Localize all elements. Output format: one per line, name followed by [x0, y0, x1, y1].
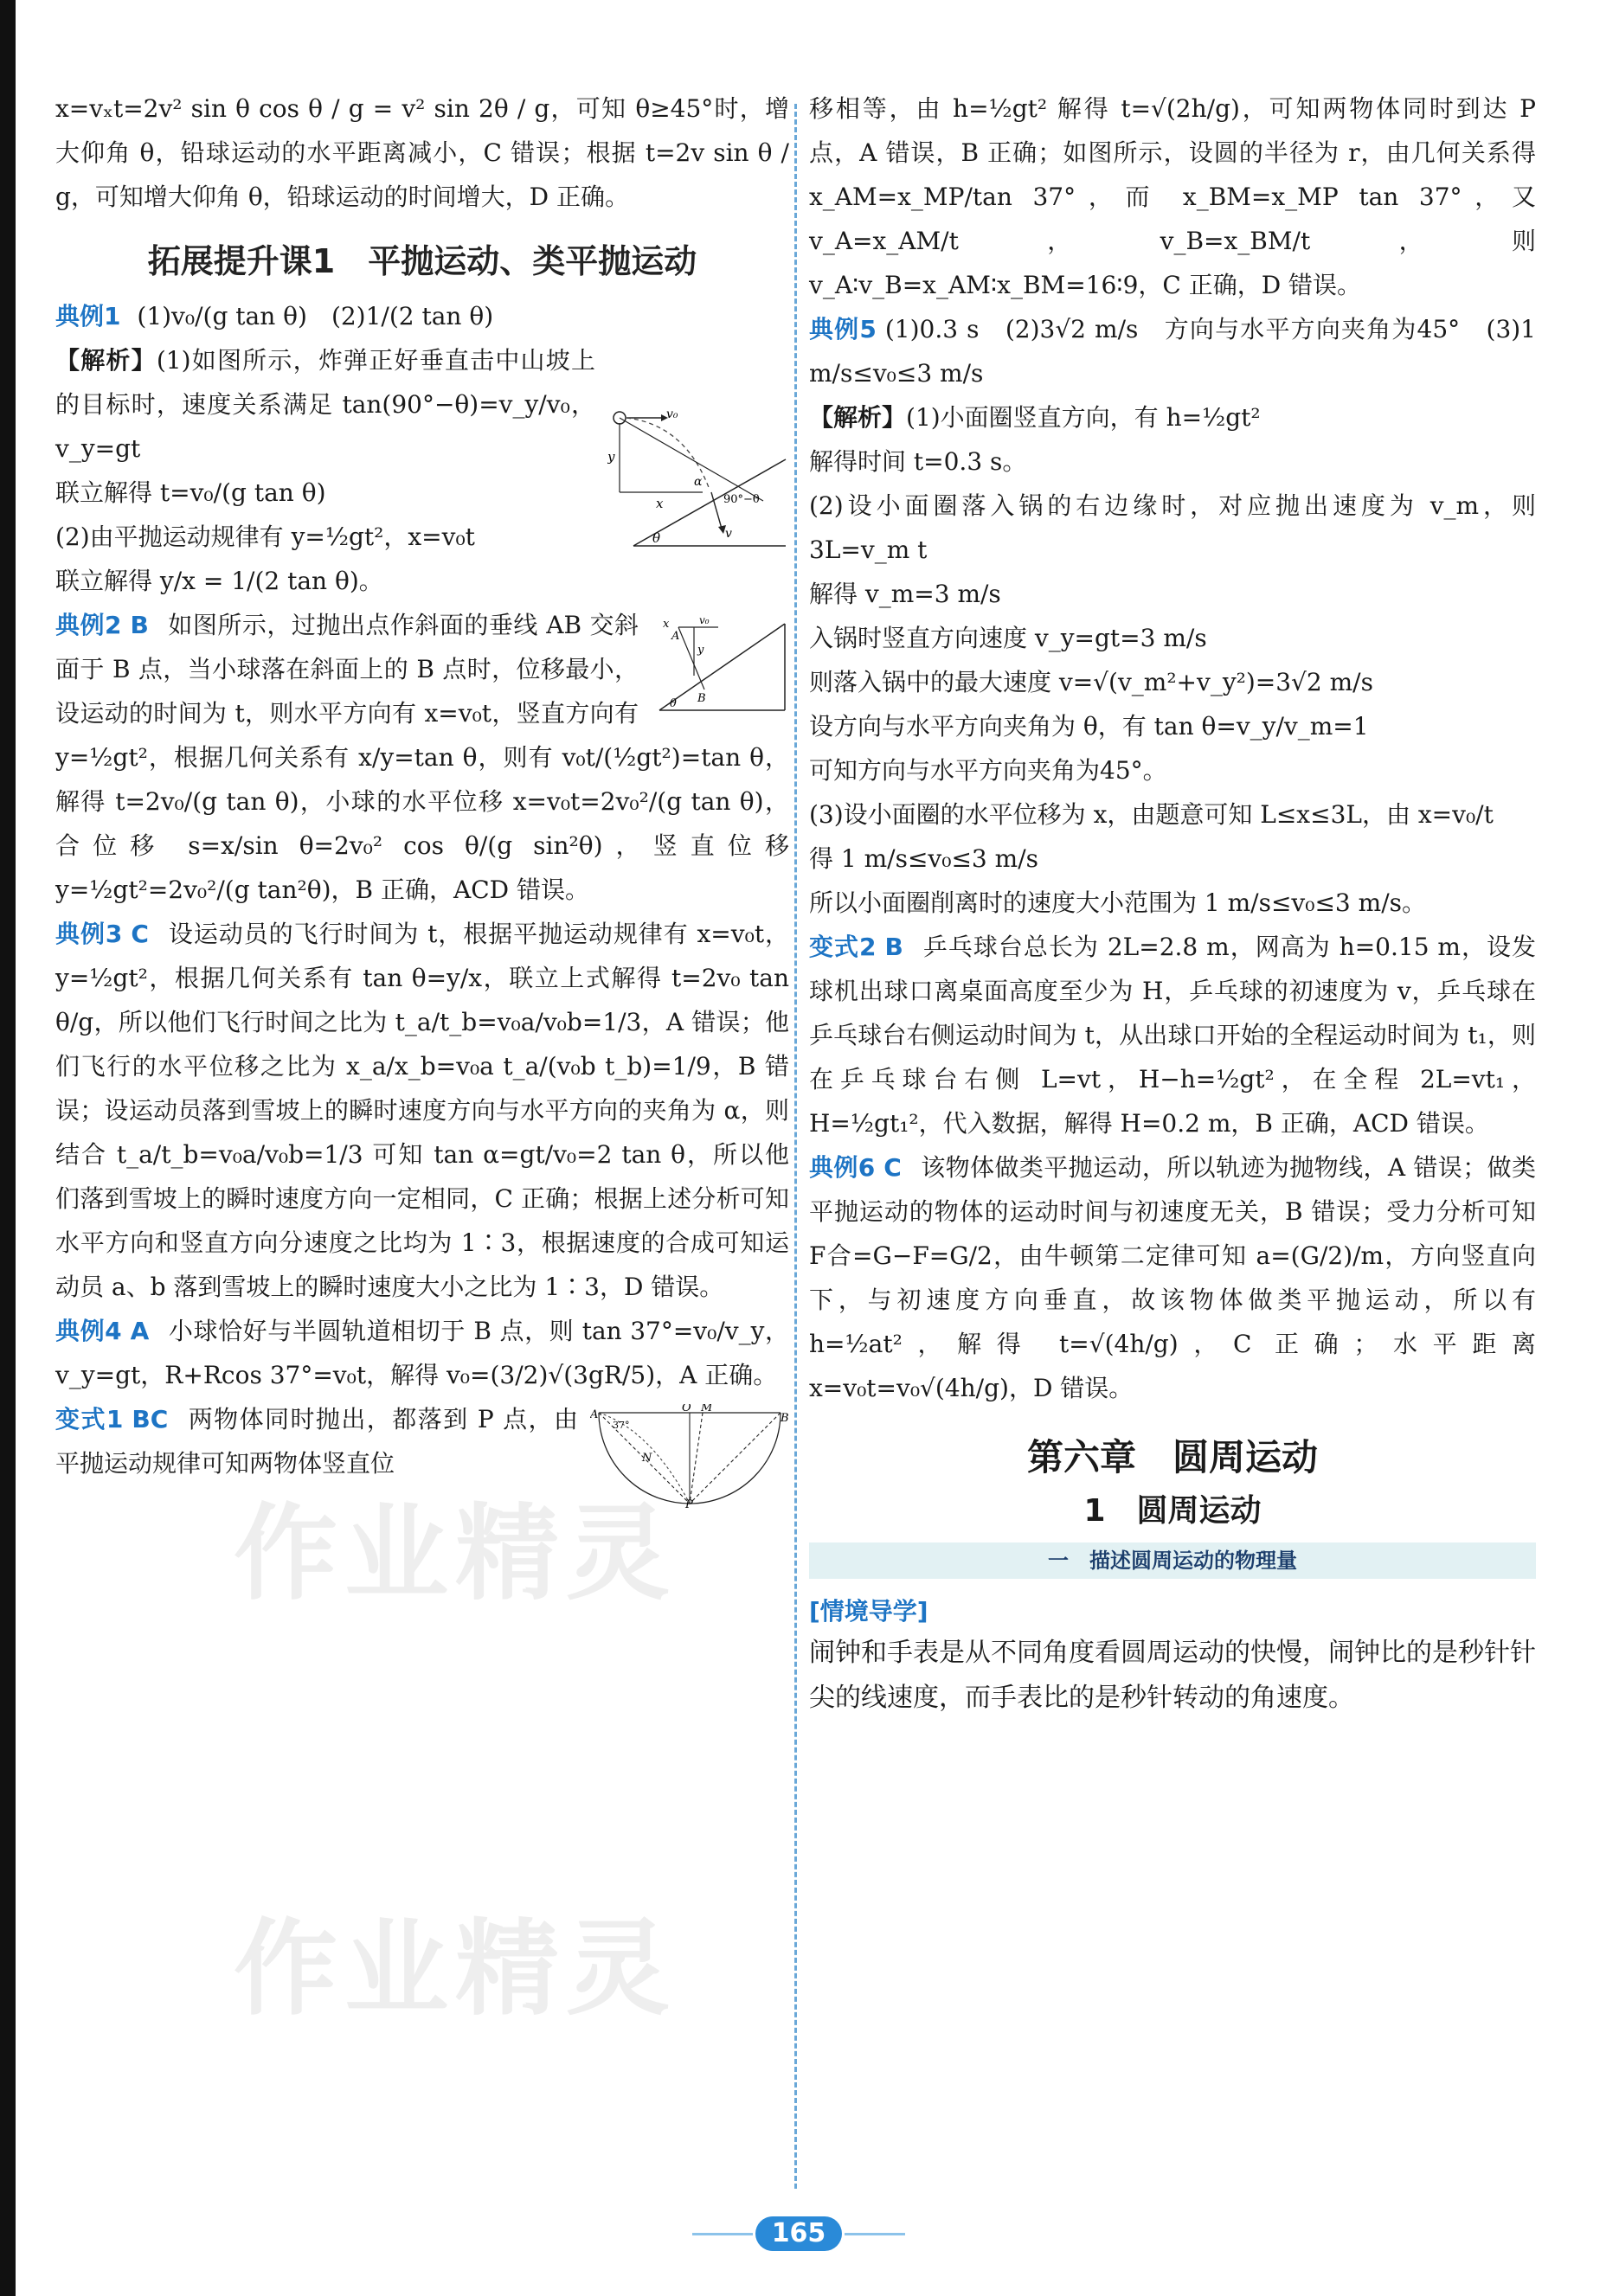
example-6-answer: C — [883, 1153, 902, 1182]
example-5-line8: 可知方向与水平方向夹角为45°。 — [809, 756, 1167, 785]
page-number-wing-left — [692, 2233, 753, 2235]
variant-1-text: 两物体同时抛出，都落到 P 点，由平抛运动规律可知两物体竖直位 — [55, 1405, 578, 1478]
variant-2 — [809, 925, 1536, 1145]
fig3-A-label: A — [590, 1408, 599, 1421]
example-5-line3: (2)设小面圈落入锅的右边缘时，对应抛出速度为 v_m，则 3L=v_m t — [809, 491, 1536, 564]
page-number-wing-right — [845, 2233, 905, 2235]
fig3-O-label: O — [682, 1404, 691, 1414]
example-5-line9: (3)设小面圈的水平位移为 x，由题意可知 L≤x≤3L，由 x=v₀/t — [809, 800, 1494, 829]
example-5-line7: 设方向与水平方向夹角为 θ，有 tan θ=v_y/v_m=1 — [809, 712, 1369, 741]
example-5-line11: 所以小面圈削离时的速度大小范围为 1 m/s≤v₀≤3 m/s。 — [809, 888, 1427, 917]
example-1-analysis-label: 【解析】 — [55, 346, 157, 375]
figure-2-incline — [651, 615, 789, 722]
left-continuation: x=vₓt=2v² sin θ cos θ / g = v² sin 2θ / g，可知 θ≥45°时，增大仰角 θ，铅球运动的水平距离减小，C 错误；根据 t=2v sin θ / g，可知增大仰角 θ，铅球运动的时间增大，D 正确。 — [55, 94, 789, 211]
variant-2-answer: B — [884, 933, 903, 961]
example-5-line6: 则落入锅中的最大速度 v=√(v_m²+v_y²)=3√2 m/s — [809, 668, 1373, 696]
situation-text: 闹钟和手表是从不同角度看圆周运动的快慢，闹钟比的是秒针针尖的线速度，而手表比的是秒针转动的角速度。 — [809, 1638, 1536, 1713]
left-column — [55, 87, 789, 1517]
example-3-label: 典例3 — [55, 920, 123, 948]
page-spine — [0, 0, 16, 2296]
example-1-line2: 联立解得 t=v₀/(g tan θ) — [55, 478, 326, 507]
variant-2-text: 乒乓球台总长为 2L=2.8 m，网高为 h=0.15 m，设发球机出球口离桌面高度至少为 H，乒乓球的初速度为 v，乒乓球在乒乓球台右侧运动时间为 t，从出球口开始的全程运动时间为 t₁，则在乒乓球台右侧 L=vt，H−h=½gt²，在全程 2L=vt₁，H=½gt₁²，代入数据，解得 H=0.2 m，B 正确，ACD 错误。 — [809, 933, 1536, 1138]
example-2-answer: B — [130, 611, 149, 639]
example-1-answer-text: (1)v₀/(g tan θ) (2)1/(2 tan θ) — [137, 302, 494, 330]
example-1-label: 典例1 — [55, 302, 121, 330]
example-4-text: 小球恰好与半圆轨道相切于 B 点，则 tan 37°=v₀/v_y，v_y=gt，R+Rcos 37°=v₀t，解得 v₀=(3/2)√(3gR/5)，A 正确。 — [55, 1317, 789, 1389]
fig1-alpha-label: α — [694, 475, 703, 489]
example-5-line2: 解得时间 t=0.3 s。 — [809, 447, 1027, 476]
fig1-x-label: x — [656, 496, 664, 511]
chapter-title: 第六章 圆周运动 — [1026, 1436, 1318, 1478]
fig1-angle-label: 90°−θ — [723, 493, 760, 506]
variant-2-label: 变式2 — [809, 933, 877, 961]
watermark-lower: 作业精灵 — [234, 1909, 677, 2030]
example-2-text: 如图所示，过抛出点作斜面的垂线 AB 交斜面于 B 点，当小球落在斜面上的 B 点时，位移最小，设运动的时间为 t，则水平方向有 x=v₀t，竖直方向有 y=½gt²，根据几何关系有 x/y=tan θ，则有 v₀t/(½gt²)=tan θ，解得 t=2v₀/(g tan θ)，小球的水平位移 x=v₀t=2v₀²/(g tan θ)，合位移 s=x/sin θ=2v₀² cos θ/(g sin²θ)，竖直位移 y=½gt²=2v₀²/(g tan²θ)，B 正确，ACD 错误。 — [55, 611, 789, 904]
example-3-text: 设运动员的飞行时间为 t，根据平抛运动规律有 x=v₀t，y=½gt²，根据几何关系有 tan θ=y/x，联立上式解得 t=2v₀ tan θ/g，所以他们飞行时间之比为 t_a/t_b=v₀a/v₀b=1/3，A 错误；他们飞行的水平位移之比为 x_a/x_b=v₀a t_a/(v₀b t_b)=1/9，B 错误；设运动员落到雪坡上的瞬时速度方向与水平方向的夹角为 α，则结合 t_a/t_b=v₀a/v₀b=1/3 可知 tan α=gt/v₀=2 tan θ，所以他们落到雪坡上的瞬时速度方向一定相同，C 正确；根据上述分析可知水平方向和竖直方向分速度之比均为 1∶3，根据速度的合成可知运动员 a、b 落到雪坡上的瞬时速度大小之比为 1∶3，D 错误。 — [55, 920, 790, 1301]
example-3 — [55, 912, 789, 1309]
example-5-label: 典例5 — [809, 315, 877, 343]
example-5-answer-text: (1)0.3 s (2)3√2 m/s 方向与水平方向夹角为45° (3)1 m/s≤v₀≤3 m/s — [809, 315, 1536, 388]
example-6-text: 该物体做类平抛运动，所以轨迹为抛物线，A 错误；做类平抛运动的物体的运动时间与初速度无关，B 错误；受力分析可知 F合=G−F=G/2，由牛顿第二定律可知 a=(G/2)/m，方向竖直向下，与初速度方向垂直，故该物体做类平抛运动，所以有 h=½at²，解得 t=√(4h/g)，C 正确；水平距离 x=v₀t=v₀√(4h/g)，D 错误。 — [809, 1153, 1537, 1402]
example-3-answer: C — [131, 920, 149, 948]
fig1-theta-label: θ — [652, 530, 661, 546]
fig2-y-label: y — [697, 644, 704, 657]
topic-band: 一 描述圆周运动的物理量 — [809, 1542, 1536, 1579]
variant-1-label: 变式1 — [55, 1405, 124, 1433]
situation-label: [情境导学] — [809, 1597, 928, 1626]
section-title: 1 圆周运动 — [1083, 1493, 1262, 1529]
example-5-answer — [809, 307, 1536, 395]
fig1-v0-label: v₀ — [666, 407, 678, 421]
fig2-B-label: B — [697, 692, 706, 705]
example-1-analysis-text: (1)如图所示，炸弹正好垂直击中山坡上的目标时，速度关系满足 tan(90°−θ)=v_y/v₀，v_y=gt — [55, 346, 595, 463]
fig3-M-label: M — [701, 1404, 713, 1414]
watermark-upper: 作业精灵 — [234, 1494, 677, 1614]
page-number: 165 — [755, 2216, 842, 2251]
fig2-x-label: x — [663, 618, 670, 631]
right-column — [809, 87, 1536, 1721]
example-5-line5: 入锅时竖直方向速度 v_y=gt=3 m/s — [809, 624, 1207, 652]
variant-1-answer: BC — [132, 1405, 169, 1433]
figure-1-slope-bomb — [607, 407, 789, 567]
example-4-answer: A — [130, 1317, 150, 1345]
example-6-label: 典例6 — [809, 1153, 876, 1182]
fig3-B-label: B — [781, 1412, 789, 1425]
example-4-label: 典例4 — [55, 1317, 122, 1345]
example-5-line1 — [809, 395, 1536, 439]
example-1-line4: 联立解得 y/x = 1/(2 tan θ)。 — [55, 567, 383, 595]
right-continuation: 移相等，由 h=½gt² 解得 t=√(2h/g)，可知两物体同时到达 P 点，A 错误，B 正确；如图所示，设圆的半径为 r，由几何关系得 x_AM=x_MP/tan 37°，而 x_BM=x_MP tan 37°，又 v_A=x_AM/t，v_B=x_BM/t，则 v_A∶v_B=x_AM∶x_BM=16∶9，C 正确，D 错误。 — [809, 94, 1536, 299]
example-1-line3: (2)由平抛运动规律有 y=½gt²，x=v₀t — [55, 523, 475, 551]
fig3-P-label: P — [685, 1498, 693, 1508]
fig1-v-label: v — [725, 527, 732, 541]
example-6 — [809, 1145, 1536, 1410]
figure-3-semicircle — [590, 1404, 789, 1511]
section-heading: 拓展提升课1 平抛运动、类平抛运动 — [147, 242, 697, 280]
fig2-theta-label: θ — [670, 697, 677, 710]
example-4 — [55, 1309, 789, 1397]
example-5-line1-text: (1)小面圈竖直方向，有 h=½gt² — [906, 403, 1261, 432]
fig1-y-label: y — [607, 449, 615, 465]
fig3-angle-label: 37° — [613, 1420, 630, 1431]
fig3-N-label: N — [642, 1452, 652, 1465]
example-5-analysis-label: 【解析】 — [809, 403, 907, 432]
fig2-v0-label: v₀ — [699, 615, 710, 626]
column-divider — [794, 104, 797, 2189]
example-5-line10: 得 1 m/s≤v₀≤3 m/s — [809, 844, 1039, 873]
example-2-label: 典例2 — [55, 611, 122, 639]
example-5-line4: 解得 v_m=3 m/s — [809, 580, 1001, 608]
fig2-A-label: A — [671, 630, 680, 643]
example-1-answer — [55, 294, 789, 338]
